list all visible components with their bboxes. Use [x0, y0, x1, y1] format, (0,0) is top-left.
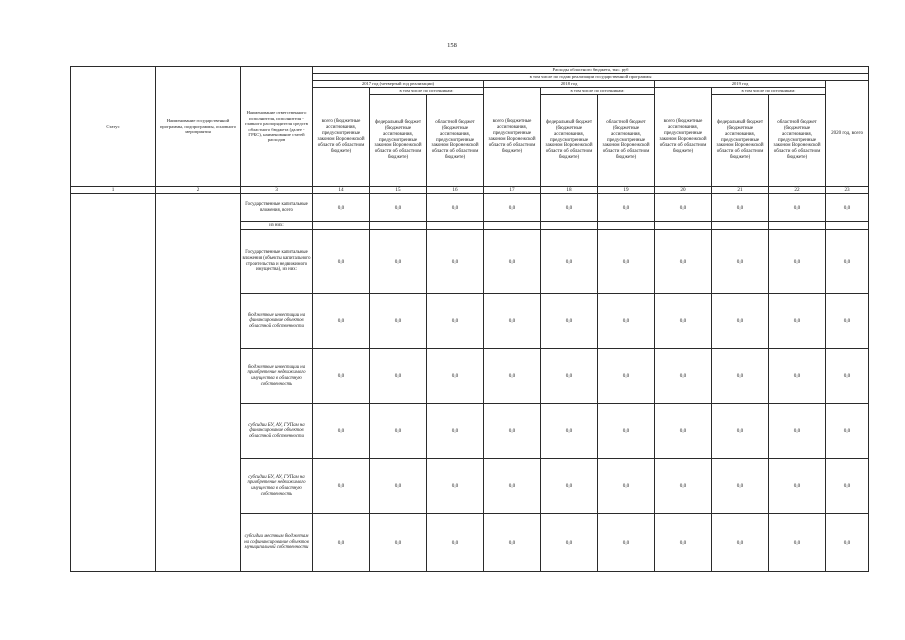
value-cell: 0,0: [655, 194, 712, 222]
value-cell: 0,0: [484, 404, 541, 459]
header-federal-2017: федеральный бюджет (бюджетные ассигнования, предусмотренные законом Воронежской области об областном бюджете): [370, 95, 427, 187]
value-cell: 0,0: [541, 294, 598, 349]
value-cell: 0,0: [769, 194, 826, 222]
value-cell: 0,0: [655, 404, 712, 459]
value-cell: 0,0: [712, 404, 769, 459]
value-cell: [598, 222, 655, 230]
value-cell: 0,0: [712, 459, 769, 514]
row-label: Государственные капитальные вложения, всего: [241, 194, 313, 222]
header-program-name: Наименование государственной программы, подпрограммы, основного мероприятия: [156, 67, 241, 187]
value-cell: [655, 222, 712, 230]
column-number: 16: [427, 187, 484, 194]
header-by-sources-2019: в том числе по источникам:: [712, 88, 826, 95]
row-label: из них:: [241, 222, 313, 230]
value-cell: 0,0: [541, 514, 598, 572]
value-cell: 0,0: [598, 194, 655, 222]
value-cell: 0,0: [370, 404, 427, 459]
value-cell: 0,0: [826, 230, 869, 294]
value-cell: 0,0: [313, 459, 370, 514]
empty-status-cell: [71, 194, 156, 572]
value-cell: 0,0: [769, 230, 826, 294]
column-number: 1: [71, 187, 156, 194]
header-year-2017: 2017 год (четвертый год реализации): [313, 81, 484, 88]
value-cell: 0,0: [541, 230, 598, 294]
header-by-sources-2018: в том числе по источникам:: [541, 88, 655, 95]
value-cell: 0,0: [826, 459, 869, 514]
value-cell: 0,0: [370, 349, 427, 404]
value-cell: 0,0: [427, 230, 484, 294]
value-cell: 0,0: [655, 294, 712, 349]
value-cell: 0,0: [826, 404, 869, 459]
value-cell: 0,0: [370, 514, 427, 572]
header-by-sources-2017: в том числе по источникам:: [370, 88, 484, 95]
value-cell: 0,0: [598, 294, 655, 349]
value-cell: 0,0: [313, 194, 370, 222]
value-cell: 0,0: [427, 404, 484, 459]
header-total-2018: всего (бюджетные ассигнования, предусмотренные законом Воронежской области об областном бюджете): [484, 88, 541, 187]
value-cell: [769, 222, 826, 230]
value-cell: 0,0: [598, 349, 655, 404]
header-expenses: Расходы областного бюджета, тыс. руб: [313, 67, 869, 74]
column-number: 21: [712, 187, 769, 194]
value-cell: 0,0: [370, 294, 427, 349]
header-regional-2019: областной бюджет (бюджетные ассигнования, предусмотренные законом Воронежской области об областном бюджете): [769, 95, 826, 187]
value-cell: [313, 222, 370, 230]
value-cell: 0,0: [769, 459, 826, 514]
value-cell: 0,0: [484, 349, 541, 404]
row-label: субсидии БУ, АУ, ГУПам на приобретение недвижимого имущества в областную собственность: [241, 459, 313, 514]
value-cell: 0,0: [826, 294, 869, 349]
column-number: 19: [598, 187, 655, 194]
value-cell: 0,0: [313, 230, 370, 294]
value-cell: 0,0: [598, 404, 655, 459]
header-regional-2017: областной бюджет (бюджетные ассигнования, предусмотренные законом Воронежской области об областном бюджете): [427, 95, 484, 187]
row-label: бюджетные инвестиции на приобретение недвижимого имущества в областную собственность: [241, 349, 313, 404]
budget-table: [70, 66, 869, 572]
empty-program-name-cell: [156, 194, 241, 572]
value-cell: 0,0: [826, 514, 869, 572]
header-federal-2019: федеральный бюджет (бюджетные ассигнования, предусмотренные законом Воронежской области об областном бюджете): [712, 95, 769, 187]
value-cell: [427, 222, 484, 230]
value-cell: 0,0: [370, 459, 427, 514]
value-cell: 0,0: [484, 294, 541, 349]
value-cell: 0,0: [427, 194, 484, 222]
value-cell: 0,0: [769, 294, 826, 349]
value-cell: 0,0: [370, 230, 427, 294]
value-cell: 0,0: [427, 294, 484, 349]
header-regional-2018: областной бюджет (бюджетные ассигнования, предусмотренные законом Воронежской области об областном бюджете): [598, 95, 655, 187]
value-cell: 0,0: [484, 230, 541, 294]
row-label: Государственные капитальные вложения (объекты капитального строительства и недвижимого имущества), из них:: [241, 230, 313, 294]
column-number: 17: [484, 187, 541, 194]
value-cell: 0,0: [313, 294, 370, 349]
value-cell: 0,0: [712, 349, 769, 404]
value-cell: 0,0: [598, 459, 655, 514]
header-year-2018: 2018 год: [484, 81, 655, 88]
value-cell: 0,0: [427, 459, 484, 514]
value-cell: 0,0: [769, 349, 826, 404]
header-year-2020: 2020 год, всего: [826, 81, 869, 187]
value-cell: [826, 222, 869, 230]
column-number: 18: [541, 187, 598, 194]
table-row: [71, 194, 869, 222]
column-number: 3: [241, 187, 313, 194]
page-number: 158: [447, 42, 457, 49]
column-number: 2: [156, 187, 241, 194]
value-cell: 0,0: [712, 230, 769, 294]
header-grbs: Наименование ответственного исполнителя, исполнителя - главного распорядителя средств областного бюджета (далее - ГРБС), наименование статей расходов: [241, 67, 313, 187]
value-cell: [712, 222, 769, 230]
header-by-years: в том числе по годам реализации государственной программы: [313, 74, 869, 81]
header-year-2019: 2019 год: [655, 81, 826, 88]
header-total-2019: всего (бюджетные ассигнования, предусмотренные законом Воронежской области об областном бюджете): [655, 88, 712, 187]
value-cell: 0,0: [427, 514, 484, 572]
value-cell: 0,0: [769, 404, 826, 459]
value-cell: 0,0: [712, 514, 769, 572]
value-cell: 0,0: [712, 294, 769, 349]
value-cell: 0,0: [655, 349, 712, 404]
value-cell: 0,0: [826, 349, 869, 404]
value-cell: 0,0: [484, 194, 541, 222]
header-status: Статус: [71, 67, 156, 187]
value-cell: 0,0: [598, 230, 655, 294]
value-cell: 0,0: [769, 514, 826, 572]
value-cell: 0,0: [541, 194, 598, 222]
value-cell: 0,0: [427, 349, 484, 404]
header-total-2017: всего (бюджетные ассигнования, предусмотренные законом Воронежской области об областном бюджете): [313, 88, 370, 187]
value-cell: 0,0: [313, 514, 370, 572]
value-cell: 0,0: [655, 459, 712, 514]
value-cell: 0,0: [541, 459, 598, 514]
value-cell: [484, 222, 541, 230]
value-cell: 0,0: [655, 514, 712, 572]
value-cell: [541, 222, 598, 230]
value-cell: 0,0: [541, 349, 598, 404]
value-cell: 0,0: [313, 349, 370, 404]
value-cell: 0,0: [484, 514, 541, 572]
header-federal-2018: федеральный бюджет (бюджетные ассигнования, предусмотренные законом Воронежской области об областном бюджете): [541, 95, 598, 187]
column-number: 15: [370, 187, 427, 194]
value-cell: 0,0: [598, 514, 655, 572]
value-cell: [370, 222, 427, 230]
row-label: субсидии местным бюджетам на софинансирование объектов муниципальной собственности: [241, 514, 313, 572]
value-cell: 0,0: [826, 194, 869, 222]
column-number: 20: [655, 187, 712, 194]
value-cell: 0,0: [313, 404, 370, 459]
value-cell: 0,0: [655, 230, 712, 294]
value-cell: 0,0: [370, 194, 427, 222]
value-cell: 0,0: [712, 194, 769, 222]
row-label: субсидии БУ, АУ, ГУПам на финансирование объектов областной собственности: [241, 404, 313, 459]
value-cell: 0,0: [484, 459, 541, 514]
column-number: 22: [769, 187, 826, 194]
value-cell: 0,0: [541, 404, 598, 459]
column-number: 14: [313, 187, 370, 194]
row-label: бюджетные инвестиции на финансирование объектов областной собственности: [241, 294, 313, 349]
column-number: 23: [826, 187, 869, 194]
